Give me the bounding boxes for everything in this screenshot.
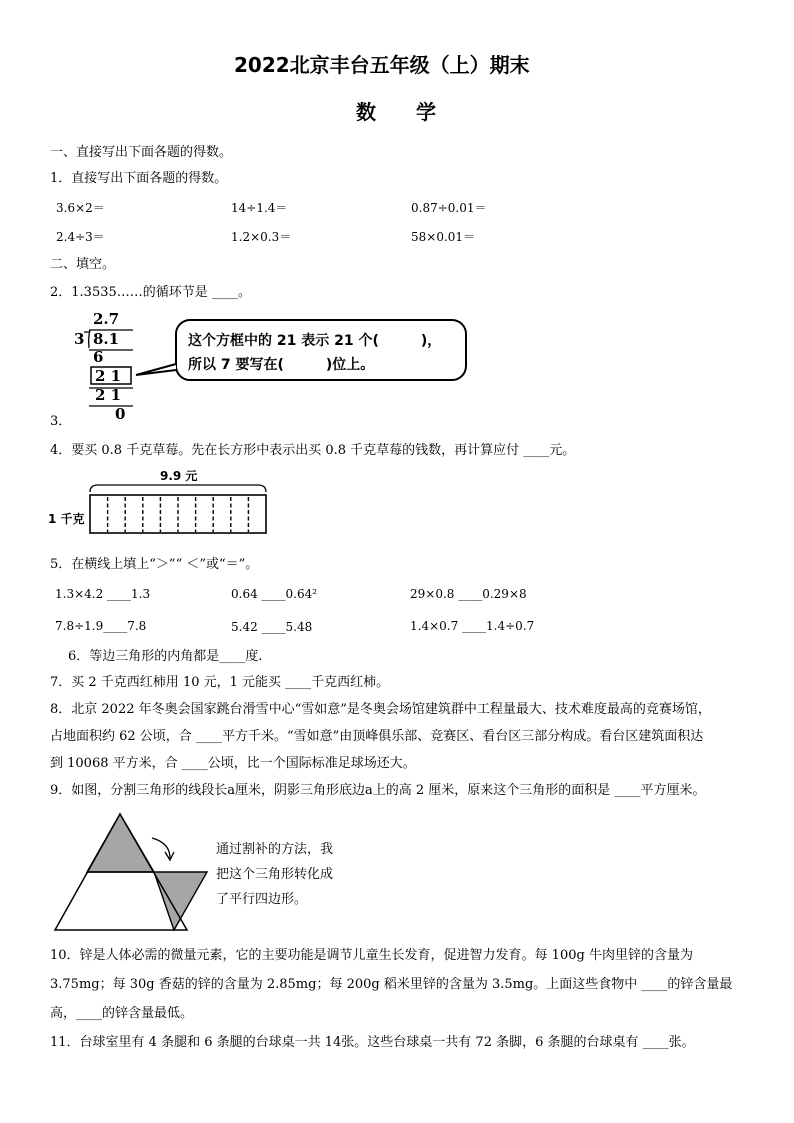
question-1: 1．直接写出下面各题的得数。 <box>50 171 228 186</box>
section-2-heading: 二、填空。 <box>50 257 116 272</box>
side-label: 1 千克 <box>48 512 85 526</box>
q1-expr: 1.2×0.3＝ <box>231 230 292 244</box>
question-10-line: 高，____的锌含量最低。 <box>50 1006 194 1021</box>
bubble-line-1: 这个方框中的 21 表示 21 个( )， <box>188 333 442 349</box>
division-step2: 2 1 <box>95 386 122 404</box>
q4-rectangle-figure <box>48 466 288 538</box>
question-8-line: 8．北京 2022 年冬奥会国家跳台滑雪中心“雪如意”是冬奥会场馆建筑群中工程量最大、技术难度最高的竞赛场馆， <box>50 702 711 717</box>
q5-comparison: 1.3×4.2 ____1.3 <box>55 587 151 601</box>
division-step1: 6 <box>93 348 104 366</box>
q5-comparison: 29×0.8 ____0.29×8 <box>410 587 527 601</box>
division-remainder: 0 <box>115 405 126 423</box>
cut-top-triangle <box>87 814 154 872</box>
q3-division-figure <box>70 308 490 423</box>
question-7: 7．买 2 千克西红柿用 10 元，1 元能买 ____千克西红柿。 <box>50 675 390 690</box>
question-3-number: 3． <box>50 414 72 429</box>
section-1-heading: 一、直接写出下面各题的得数。 <box>50 145 233 160</box>
division-dividend: 8.1 <box>93 330 120 348</box>
q1-expr: 2.4÷3＝ <box>56 230 105 244</box>
moved-triangle <box>154 872 207 930</box>
q5-comparison: 7.8÷1.9____7.8 <box>55 619 147 633</box>
page-subtitle: 数学 <box>356 100 476 124</box>
q1-expr: 3.6×2＝ <box>56 201 105 215</box>
division-boxed-digits: 2 1 <box>95 367 122 385</box>
question-10-line: 3.75mg；每 30g 香菇的锌的含量为 2.85mg；每 200g 稻米里锌的含量为 3.5mg。上面这些食物中 ____的锌含量最 <box>50 977 733 992</box>
q1-expr: 58×0.01＝ <box>411 230 476 244</box>
question-9: 9．如图，分割三角形的线段长a厘米，阴影三角形底边a上的高 2 厘米，原来这个三角形的面积是 ____平方厘米。 <box>50 783 706 798</box>
question-5: 5．在横线上填上“＞”“ ＜”或“＝”。 <box>50 557 259 572</box>
division-quotient: 2.7 <box>93 310 120 328</box>
q1-expr: 14÷1.4＝ <box>231 201 288 215</box>
page-title: 2022北京丰台五年级（上）期末 <box>234 53 530 77</box>
caption-line-3: 了平行四边形。 <box>216 892 308 907</box>
question-10-line: 10．锌是人体必需的微量元素，它的主要功能是调节儿童生长发育，促进智力发育。每 100g 牛肉里锌的含量为 <box>50 948 693 963</box>
question-4: 4．要买 0.8 千克草莓。先在长方形中表示出买 0.8 千克草莓的钱数，再计算应付 ____元。 <box>50 443 576 458</box>
question-2: 2．1.3535……的循环节是 ____。 <box>50 285 251 300</box>
question-8-line: 到 10068 平方米，合 ____公顷，比一个国际标准足球场还大。 <box>50 756 416 771</box>
q9-triangle-figure <box>52 808 362 936</box>
division-divisor: 3 <box>74 330 85 348</box>
caption-line-1: 通过割补的方法，我 <box>216 842 334 857</box>
bubble-line-2: 所以 7 要写在( )位上。 <box>188 357 375 373</box>
question-11: 11．台球室里有 4 条腿和 6 条腿的台球桌一共 14张。这些台球桌一共有 72 条脚，6 条腿的台球桌有 ____张。 <box>50 1035 695 1050</box>
q5-comparison: 5.42 ____5.4̇8̇ <box>231 620 313 634</box>
question-6: 6．等边三角形的内角都是____度. <box>68 649 263 664</box>
q5-comparison: 1.4×0.7 ____1.4÷0.7 <box>410 619 535 633</box>
q5-comparison: 0.64 ____0.64² <box>231 587 318 601</box>
q1-expr: 0.87÷0.01＝ <box>411 201 487 215</box>
caption-line-2: 把这个三角形转化成 <box>216 867 334 882</box>
price-label: 9.9 元 <box>160 469 198 483</box>
question-8-line: 占地面积约 62 公顷，合 ____平方千米。“雪如意”由顶峰俱乐部、竞赛区、看台区三部分构成。看台区建筑面积达 <box>50 729 704 744</box>
